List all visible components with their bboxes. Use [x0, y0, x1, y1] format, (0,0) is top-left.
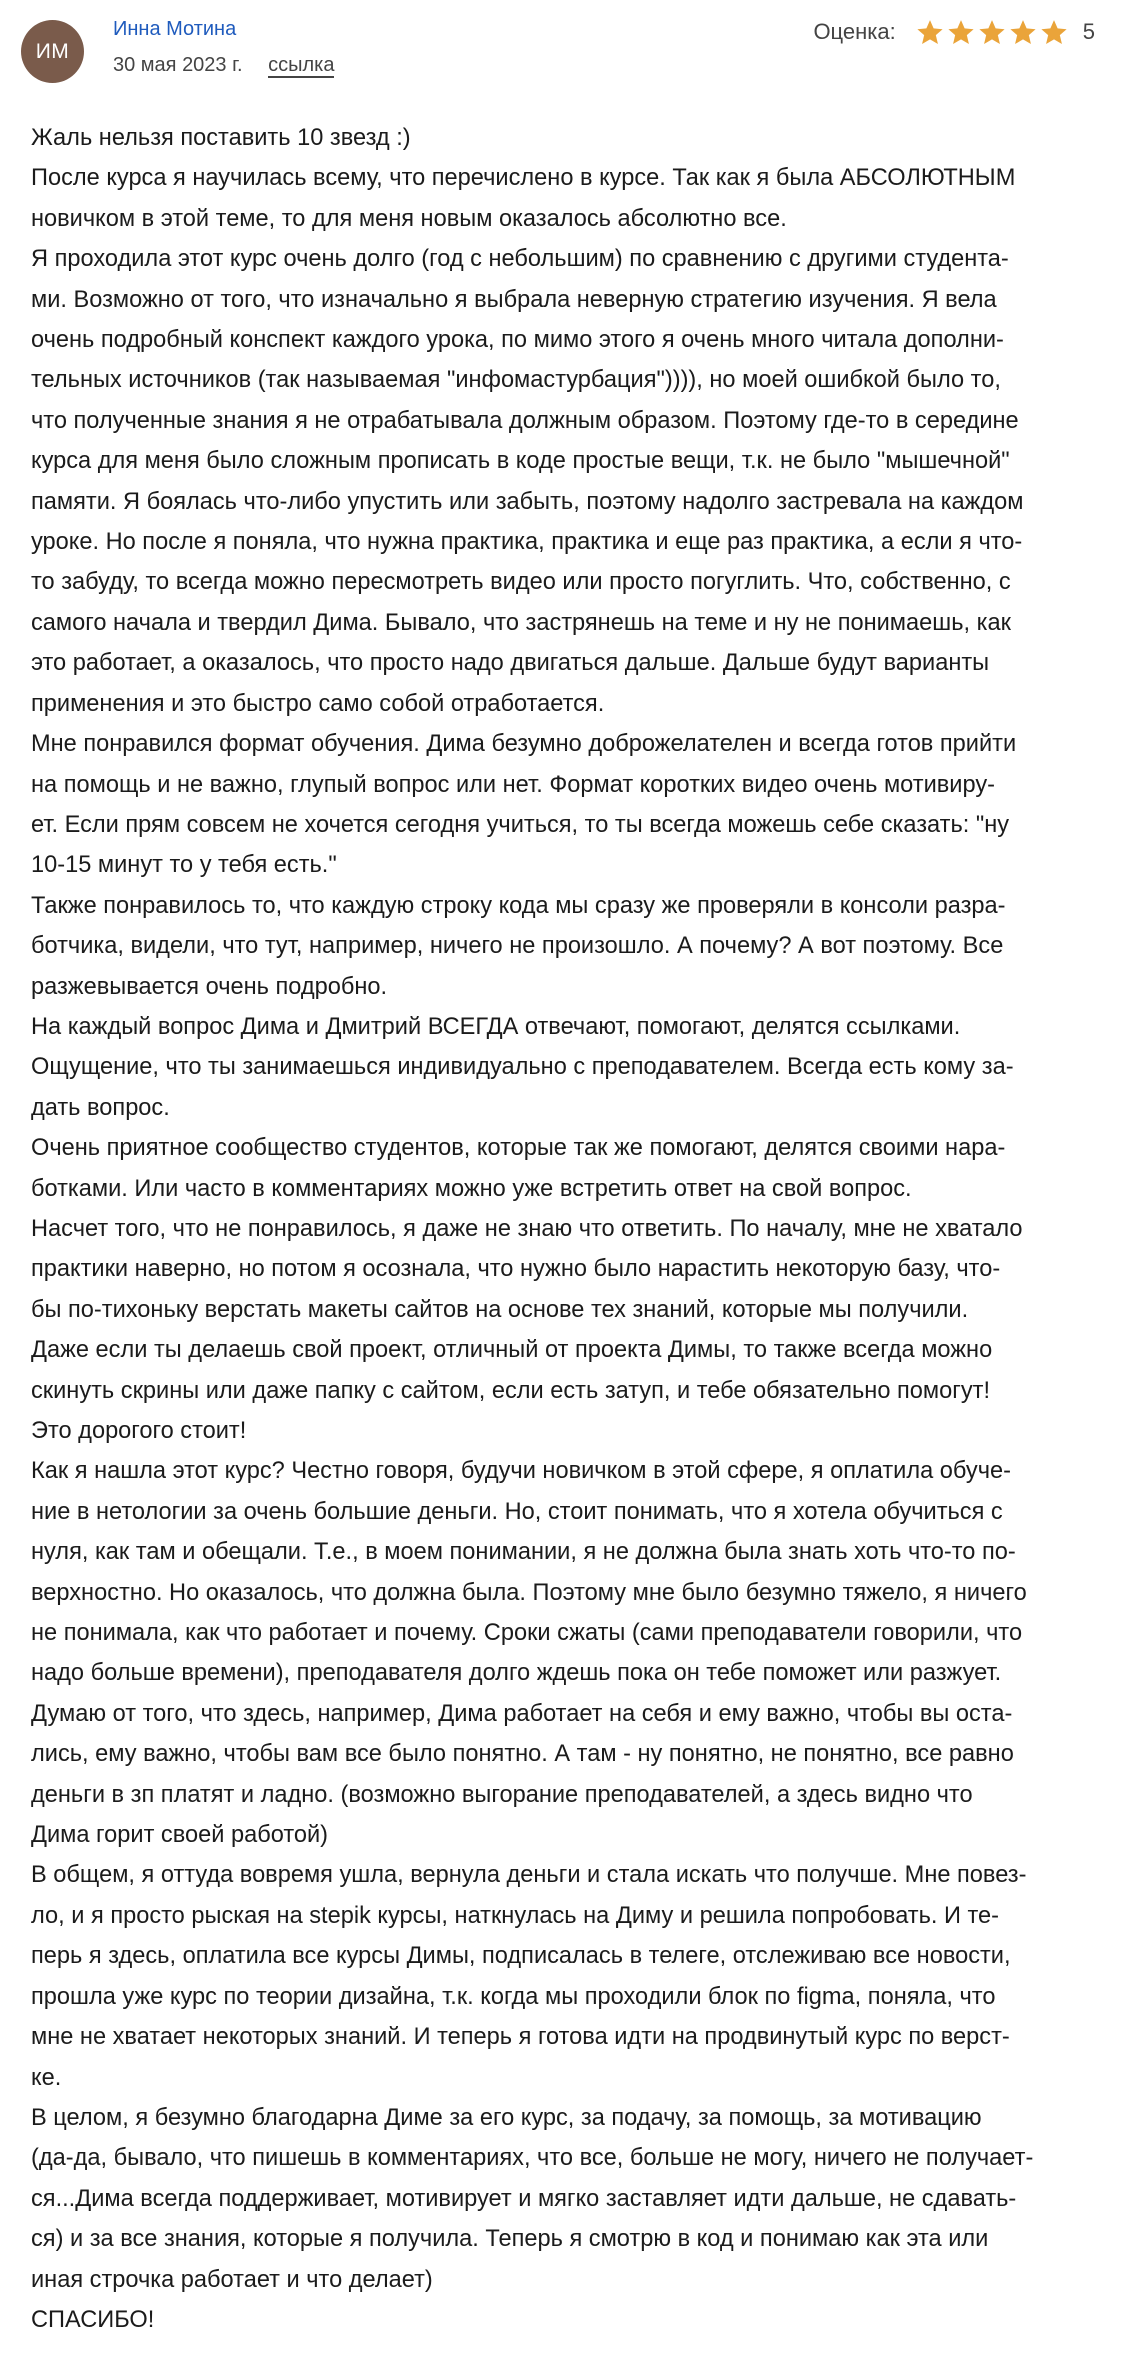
review-line: лись, ему важно, чтобы вам все было понятно. А там - ну понятно, не понятно, все равно	[31, 1741, 1014, 1768]
review-paragraph	[31, 118, 1121, 158]
review-line: то забуду, то всегда можно пересмотреть видео или просто погуглить. Что, собственно, с	[31, 569, 1011, 596]
review-line: применения и это быстро само собой отработается.	[31, 690, 605, 717]
review-line: ке.	[31, 2064, 62, 2091]
review-line: ло, и я просто рыская на stepik курсы, наткнулась на Диму и решила попробовать. И те-	[31, 1902, 1000, 1929]
review-line: ботками. Или часто в комментариях можно уже встретить ответ на свой вопрос.	[31, 1175, 912, 1202]
review-line: ет. Если прям совсем не хочется сегодня учиться, то ты всегда можешь себе сказать: "ну	[31, 811, 1010, 838]
review-line: В целом, я безумно благодарна Диме за его курс, за подачу, за помощь, за мотивацию	[31, 2104, 982, 2131]
review-line: На каждый вопрос Дима и Дмитрий ВСЕГДА отвечают, помогают, делятся ссылками.	[31, 1013, 961, 1040]
review-line: верхностно. Но оказалось, что должна была. Поэтому мне было безумно тяжело, я ничего	[31, 1579, 1027, 1606]
review-line: прошла уже курс по теории дизайна, т.к. когда мы проходили блок по figma, поняла, что	[31, 1983, 996, 2010]
review-line: мне не хватает некоторых знаний. И теперь я готова идти на продвинутый курс по верст-	[31, 2024, 1010, 2051]
review-paragraph	[31, 239, 1121, 724]
review-line: Даже если ты делаешь свой проект, отличный от проекта Димы, то также всегда можно	[31, 1337, 993, 1364]
review-line: ся...Дима всегда поддерживает, мотивирует и мягко заставляет идти дальше, не сдавать-	[31, 2185, 1017, 2212]
author-name-link[interactable]: Инна Мотина	[113, 18, 237, 40]
review-line: 10-15 минут то у тебя есть."	[31, 852, 337, 879]
review-paragraph	[31, 1451, 1121, 1855]
star-icon	[916, 18, 944, 46]
review-permalink[interactable]: ссылка	[268, 54, 335, 76]
review-line: нуля, как там и обещали. Т.е., в моем понимании, я не должна была знать хоть что-то по-	[31, 1539, 1016, 1566]
review-line: Как я нашла этот курс? Честно говоря, будучи новичком в этой сфере, я оплатила обуче-	[31, 1458, 1011, 1485]
star-icon	[1040, 18, 1068, 46]
star-icon	[978, 18, 1006, 46]
rating-stars	[916, 18, 1071, 46]
review-line: дать вопрос.	[31, 1094, 170, 1121]
review-line: перь я здесь, оплатила все курсы Димы, подписалась в телеге, отслеживаю все новости,	[31, 1943, 1011, 1970]
review-line: новичком в этой теме, то для меня новым оказалось абсолютно все.	[31, 205, 787, 232]
review-line: Очень приятное сообщество студентов, которые так же помогают, делятся своими нара-	[31, 1135, 1006, 1162]
review-line: Это дорогого стоит!	[31, 1418, 247, 1444]
review-header	[0, 0, 1138, 100]
review-line: ми. Возможно от того, что изначально я выбрала неверную стратегию изучения. Я вела	[31, 286, 997, 313]
rating-value: 5	[1082, 19, 1095, 44]
review-line: Я проходила этот курс очень долго (год с небольшим) по сравнению с другими студента-	[31, 246, 1009, 273]
review-meta	[113, 54, 334, 78]
rating-label: Оценка:	[813, 19, 896, 44]
review-line: В общем, я оттуда вовремя ушла, вернула деньги и стала искать что получше. Мне повез-	[31, 1862, 1027, 1889]
review-paragraph	[31, 1007, 1121, 1128]
review-paragraph	[31, 886, 1121, 1007]
star-icon	[947, 18, 975, 46]
review-line: (да-да, бывало, что пишешь в комментариях, что все, больше не могу, ничего не получает-	[31, 2145, 1034, 2172]
review-line: Думаю от того, что здесь, например, Дима работает на себя и ему важно, чтобы вы оста-	[31, 1700, 1013, 1727]
review-text	[31, 118, 1121, 2340]
review-line: практики наверно, но потом я осознала, что нужно было нарастить некоторую базу, что-	[31, 1256, 1001, 1283]
review-line: ся) и за все знания, которые я получила. Теперь я смотрю в код и понимаю как эта или	[31, 2226, 989, 2253]
review-line: ние в нетологии за очень большие деньги. Но, стоит понимать, что я хотела обучиться с	[31, 1498, 1003, 1525]
review-line: тельных источников (так называемая "инфомастурбация")))), но моей ошибкой было то,	[31, 367, 1001, 394]
author-avatar[interactable]: ИМ	[21, 20, 84, 83]
review-line: самого начала и твердил Дима. Бывало, что застрянешь на теме и ну не понимаешь, как	[31, 609, 1011, 636]
review-line: на помощь и не важно, глупый вопрос или нет. Формат коротких видео очень мотивиру-	[31, 771, 995, 798]
review-line: что полученные знания я не отрабатывала должным образом. Поэтому где-то в середине	[31, 407, 1019, 434]
review-line: это работает, а оказалось, что просто надо двигаться дальше. Дальше будут варианты	[31, 650, 990, 677]
review-line: очень подробный конспект каждого урока, по мимо этого я очень много читала дополни-	[31, 327, 1004, 354]
review-date: 30 мая 2023 г.	[113, 54, 243, 76]
review-paragraph	[31, 1128, 1121, 1209]
review-line: деньги в зп платят и ладно. (возможно выгорание преподавателей, а здесь видно что	[31, 1781, 973, 1808]
review-line: После курса я научилась всему, что перечислено в курсе. Так как я была АБСОЛЮТНЫМ	[31, 165, 1016, 192]
review-paragraph	[31, 1209, 1121, 1451]
review-line: скинуть скрины или даже папку с сайтом, если есть затуп, и тебе обязательно помогут!	[31, 1377, 991, 1404]
review-line: памяти. Я боялась что-либо упустить или забыть, поэтому надолго застревала на каждом	[31, 488, 1024, 515]
review-line: Ощущение, что ты занимаешься индивидуально с преподавателем. Всегда есть кому за-	[31, 1054, 1014, 1081]
review-line: Дима горит своей работой)	[31, 1822, 329, 1849]
rating	[813, 18, 1095, 46]
review-line: СПАСИБО!	[31, 2306, 155, 2333]
review-paragraph	[31, 158, 1121, 239]
review-line: разжевывается очень подробно.	[31, 973, 388, 1000]
review-line: иная строчка работает и что делает)	[31, 2266, 433, 2293]
review-line: надо больше времени), преподавателя долго ждешь пока он тебе поможет или разжует.	[31, 1660, 1002, 1687]
review-line: не понимала, как что работает и почему. Сроки сжаты (сами преподаватели говорили, что	[31, 1620, 1023, 1647]
review-paragraph	[31, 2300, 1121, 2340]
review-line: Также понравилось то, что каждую строку кода мы сразу же проверяли в консоли разра-	[31, 892, 1006, 919]
review-line: Жаль нельзя поставить 10 звезд :)	[31, 125, 411, 151]
review-line: Мне понравился формат обучения. Дима безумно доброжелателен и всегда готов прийти	[31, 731, 1017, 758]
review-paragraph	[31, 1855, 1121, 2097]
review-line: курса для меня было сложным прописать в коде простые вещи, т.к. не было "мышечной"	[31, 448, 1010, 475]
review-paragraph	[31, 2098, 1121, 2300]
review-line: ботчика, видели, что тут, например, ничего не произошло. А почему? А вот поэтому. Все	[31, 933, 1004, 960]
review-line: Насчет того, что не понравилось, я даже не знаю что ответить. По началу, мне не хватало	[31, 1215, 1023, 1242]
review-line: бы по-тихоньку верстать макеты сайтов на основе тех знаний, которые мы получили.	[31, 1296, 969, 1323]
star-icon	[1009, 18, 1037, 46]
review-paragraph	[31, 724, 1121, 886]
review-line: уроке. Но после я поняла, что нужна практика, практика и еще раз практика, а если я что-	[31, 529, 1023, 556]
